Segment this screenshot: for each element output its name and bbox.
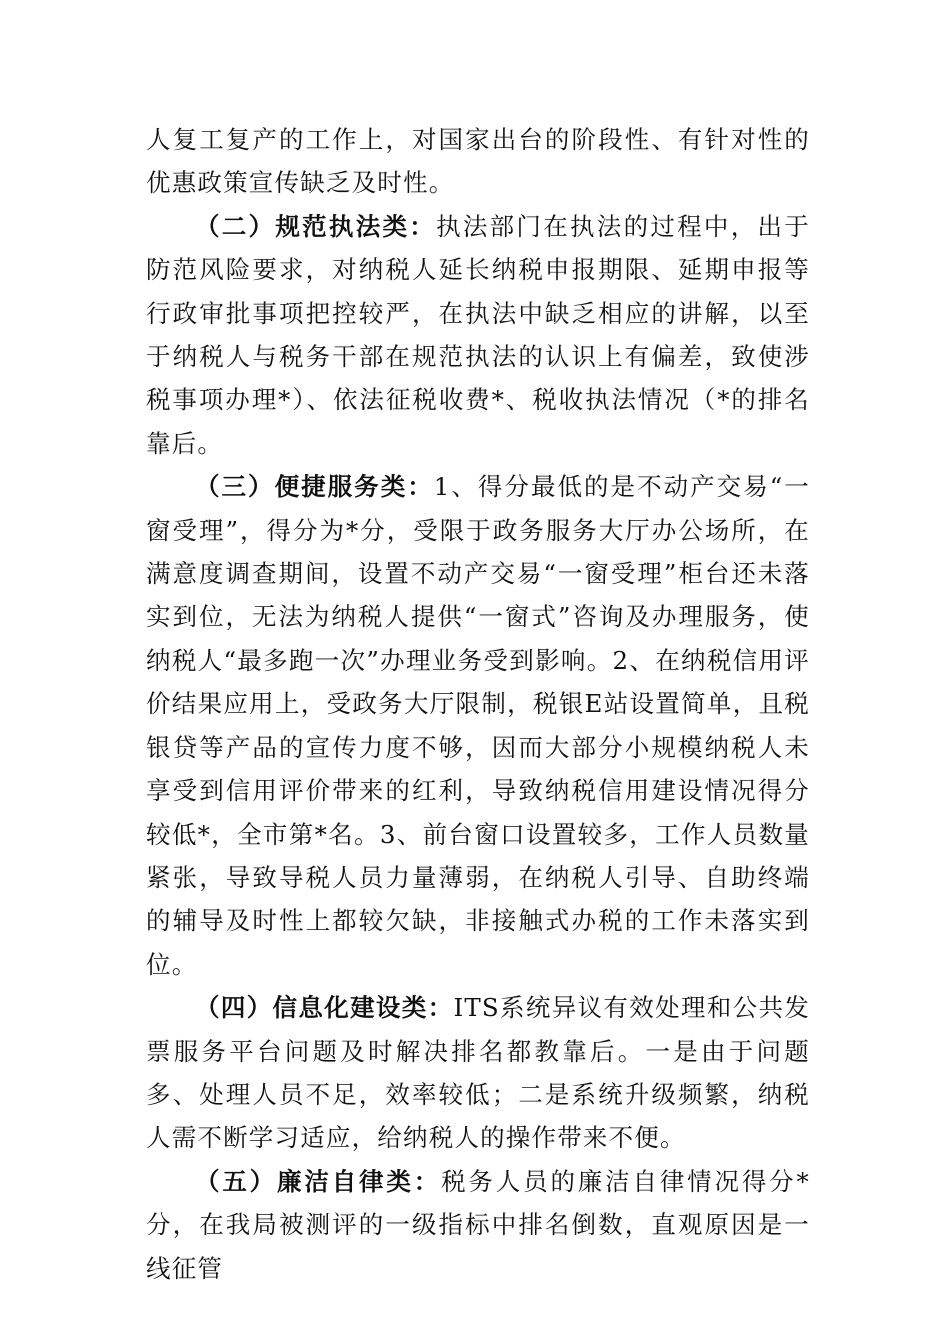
paragraph-regulated-enforcement	[146, 205, 810, 465]
paragraph-continuation	[146, 118, 810, 205]
paragraph-body: 1、得分最低的是不动产交易“一窗受理”，得分为*分，受限于政务服务大厅办公场所，在满意度调查期间，设置不动产交易“一窗受理”柜台还未落实到位，无法为纳税人提供“一窗式”咨询及办理服务，使纳税人“最多跑一次”办理业务受到影响。2、在纳税信用评价结果应用上，受政务大厅限制，税银E站设置简单，且税银贷等产品的宣传力度不够，因而大部分小规模纳税人未享受到信用评价带来的红利，导致纳税信用建设情况得分较低*，全市第*名。3、前台窗口设置较多，工作人员数量紧张，导致导税人员力量薄弱，在纳税人引导、自助终端的辅导及时性上都较欠缺，非接触式办税的工作未落实到位。	[146, 472, 810, 979]
section-heading: （五）廉洁自律类：	[195, 1166, 442, 1196]
paragraph-body: 税务人员的廉洁自律情况得分*分，在我局被测评的一级指标中排名倒数，直观原因是一线征管	[146, 1166, 810, 1283]
section-heading: （二）规范执法类：	[195, 211, 437, 241]
paragraph-body: 人复工复产的工作上，对国家出台的阶段性、有针对性的优惠政策宣传缺乏及时性。	[146, 125, 810, 198]
paragraph-body: 执法部门在执法的过程中，出于防范风险要求，对纳税人延长纳税申报期限、延期申报等行政审批事项把控较严，在执法中缺乏相应的讲解，以至于纳税人与税务干部在规范执法的认识上有偏差，致使涉税事项办理*）、依法征税收费*、税收执法情况（*的排名靠后。	[146, 211, 810, 458]
paragraph-convenient-service	[146, 465, 810, 986]
section-heading: （三）便捷服务类：	[195, 472, 434, 502]
paragraph-integrity	[146, 1160, 810, 1290]
paragraph-informatization	[146, 986, 810, 1160]
section-heading: （四）信息化建设类：	[195, 993, 454, 1023]
document-page	[146, 118, 810, 1290]
paragraph-body: ITS系统异议有效处理和公共发票服务平台问题及时解决排名都教靠后。一是由于问题多、处理人员不足，效率较低；二是系统升级频繁，纳税人需不断学习适应，给纳税人的操作带来不便。	[146, 993, 810, 1153]
